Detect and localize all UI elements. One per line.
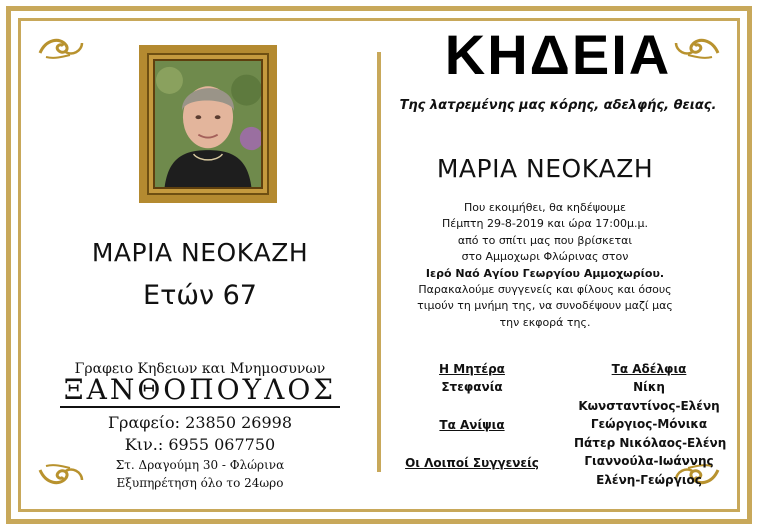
sibling-name: Κωνσταντίνος-Ελένη	[578, 398, 720, 413]
details-line-church: Ιερό Ναό Αγίου Γεωργίου Αμμοχωρίου.	[425, 266, 665, 280]
deceased-name-right: ΜΑΡΙΑ ΝΕΟΚΑΖΗ	[436, 154, 654, 183]
details-line: Παρακαλούμε συγγενείς και φίλους και όσους	[418, 283, 672, 297]
mobile-phone: Κιν.: 6955 067750	[124, 435, 276, 454]
funeral-office-title: Γραφειο Κηδειων και Μνημοσυνων	[74, 361, 326, 377]
funeral-details	[386, 200, 704, 331]
notice-subtitle: Της λατρεμένης μας κόρης, αδελφής, θειας.	[399, 98, 717, 113]
sibling-name: Πάτερ Νικόλαος-Ελένη	[574, 435, 727, 450]
top-left-ornament-icon	[36, 33, 86, 61]
deceased-name-left: ΜΑΡΙΑ ΝΕΟΚΑΖΗ	[91, 238, 309, 267]
service-hours: Εξυπηρέτηση όλο το 24ωρο	[116, 476, 284, 490]
siblings-list	[574, 378, 727, 489]
deceased-age: Ετών 67	[143, 280, 257, 311]
nieces-heading: Τα Ανίψια	[439, 418, 505, 432]
portrait-photo	[153, 59, 263, 189]
details-line: Που εκοιμήθει, θα κηδέψουμε	[463, 201, 626, 214]
office-phone: Γραφείο: 23850 26998	[107, 413, 293, 432]
mother-heading: Η Μητέρα	[439, 362, 505, 376]
mother-name: Στεφανία	[441, 380, 503, 394]
details-line: στο Αμμοχωρι Φλώρινας στον	[461, 250, 629, 264]
relatives-heading: Οι Λοιποί Συγγενείς	[405, 456, 539, 470]
funeral-office-name-text: ΞΑΝΘΟΠΟΥΛΟΣ	[60, 373, 340, 408]
details-line: τιμούν τη μνήμη της, να συνοδέψουν μαζί μας	[417, 299, 673, 313]
sibling-name: Γιαννούλα-Ιωάννης	[584, 454, 714, 468]
sibling-name: Νίκη	[633, 380, 665, 394]
details-line: Πέμπτη 29-8-2019 και ώρα 17:00μ.μ.	[442, 217, 648, 231]
details-line: την εκφορά της.	[499, 315, 591, 329]
siblings-heading: Τα Αδέλφια	[611, 362, 687, 376]
office-address: Στ. Δραγούμη 30 - Φλώρινα	[115, 458, 285, 472]
funeral-office-name	[40, 373, 360, 406]
sibling-name: Ελένη-Γεώργιος	[596, 472, 702, 487]
sibling-name: Γεώργιος-Μόνικα	[590, 417, 708, 431]
portrait-frame	[139, 45, 277, 203]
notice-title: ΚΗΔΕΙΑ	[444, 23, 672, 86]
center-divider	[377, 52, 381, 472]
details-line: από το σπίτι μας που βρίσκεται	[457, 233, 633, 247]
